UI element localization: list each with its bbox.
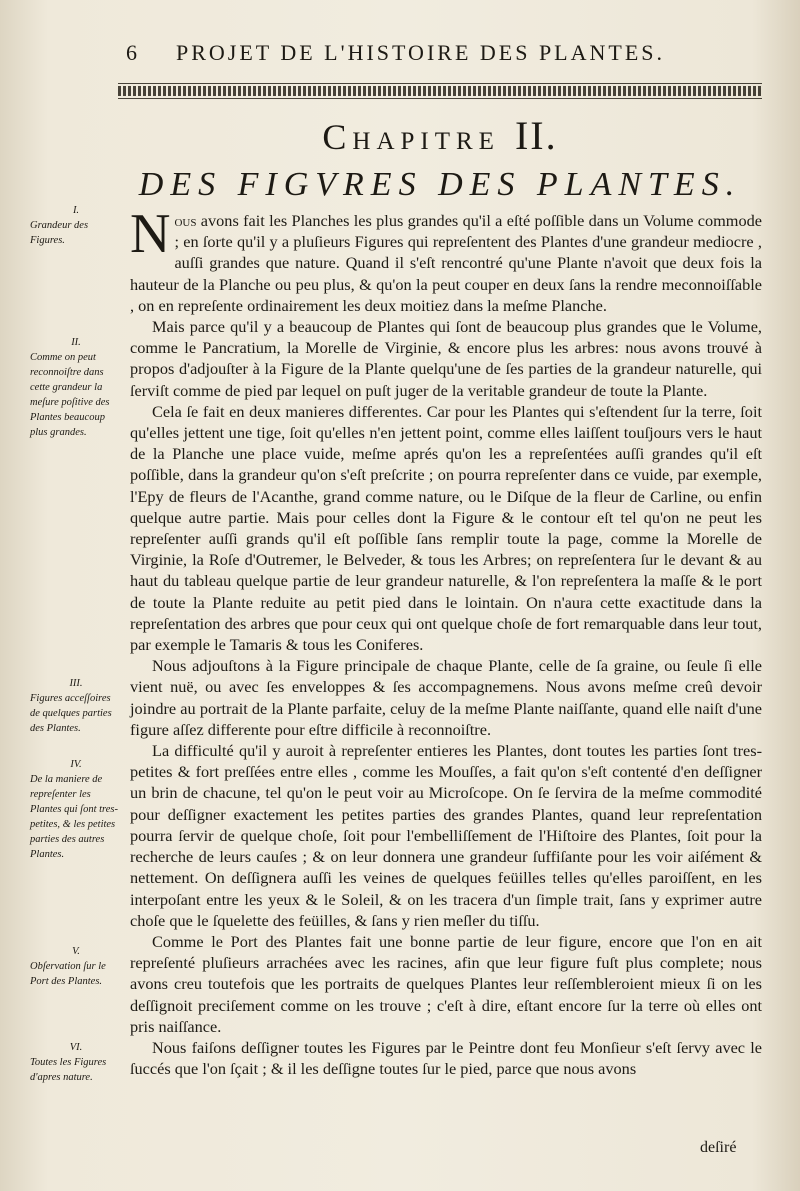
margin-note [30,203,122,248]
body-text [130,203,762,1079]
margin-note-number: IV. [70,759,82,770]
page-header [118,40,758,70]
paragraph: Comme le Port des Plantes fait une bonne partie de leur figure, encore que l'on en ait repreſenté pluſieurs arrachées avec les racines, afin que leur figure fuſt plus complete; nous avons creu toutefois que les portraits de quelques Plantes leur reſſembleroient mieux ſi on les deſſignoit preciſement comme on les trouve ; c'eſt à dire, eſtant encore ſur la terre où elles ont pris naiſſance. [130,931,762,1036]
margin-note-number: VI. [69,1042,83,1053]
chapter-heading [118,112,762,159]
paragraph [130,203,762,316]
paragraph: La difficulté qu'il y auroit à repreſenter entieres les Plantes, dont toutes les parties ſont tres-petites & fort preſſées entre elles , comme les Mouſſes, a fait qu'on s'eſt contenté d'en deſſigner un brin de chacune, tel qu'on le peut voir au Microſcope. On ſe ſervira de la meſme commodité pour deſſigner exactement les petites parties des grandes Plantes, quand leur repreſentation pourra ſervir de quelque choſe, ſoit pour l'embelliſſement de l'Hiſtoire des Plantes, ſoit pour la recherche de leurs cauſes ; & on leur donnera une grandeur ſuffiſante pour les voir aiſément & nettement. On deſſignera auſſi les veines de quelques feüilles telles qu'elles paroiſſent, en les interpoſant entre les yeux & le Soleil, & on les tracera d'un ſimple trait, ſans y exprimer autre choſe que le ſquelette des feüilles, & ſans y rien meſler du tiſſu. [130,741,762,930]
margin-note-text: De la maniere de repreſenter les Plantes qui ſont tres-petites, & les petites parties des autres Plantes. [30,774,118,860]
paragraph: Nous faiſons deſſigner toutes les Figures par le Peintre dont feu Monſieur s'eſt ſervy avec le ſuccés que l'on ſçait ; & il les deſſigne toutes ſur le pied, parce que nous avons [130,1037,762,1079]
margin-note [30,944,122,989]
first-word: ous [174,211,197,230]
chapter-number: II. [514,113,558,158]
margin-note-text: Obſervation ſur le Port des Plantes. [30,961,106,987]
paragraph-text: avons fait les Planches les plus grandes qu'il a eſté poſſible dans un Volume commode ; en ſorte qu'il y a pluſieurs Figures qui repreſentent des Plantes d'une grandeur mediocre , auſſi grandes que nature. Quand il s'eſt rencontré qu'une Plante n'avoit que deux fois la hauteur de la Planche ou peu plus, & qu'on la peut couper en deux ſans la rendre meconnoiſſable , on en repreſente ordinairement les deux moitiez dans la meſme Planche. [130,211,762,315]
margin-note-number: II. [71,337,81,348]
margin-note-text: Figures acceſſoires de quelques parties des Plantes. [30,693,112,734]
margin-note [30,335,122,440]
margin-note-number: III. [69,678,83,689]
margin-note-text: Toutes les Figures d'apres nature. [30,1057,107,1083]
chapter-title: DES FIGVRES DES PLANTES. [138,166,742,203]
margin-note-number: I. [72,205,80,216]
page-number: 6 [126,40,137,65]
margin-note-text: Comme on peut reconnoiſtre dans cette grandeur la meſure poſitive des Plantes beaucoup plus grandes. [30,352,110,438]
catchword: deſiré [700,1139,737,1156]
paragraph: Cela ſe fait en deux manieres differentes. Car pour les Plantes qui s'eſtendent ſur la terre, ſoit qu'elles jettent une tige, ſoit qu'elles n'en jettent point, comme elles laiſſent touſjours vers le haut de la Planche une place vuide, meſme aprés qu'on les a repreſentées auſſi grandes qu'il eſt poſſible, dans la grandeur qu'on s'eſt preſcrite ; on pourra repreſenter dans ce vuide, par exemple, l'Epy de fleurs de l'Acanthe, grand comme nature, ou le Diſque de la fleur de Carline, ou enfin quelque autre partie. Mais pour celles dont la Figure & le contour eſt tel qu'on ne peut les repreſenter auſſi grands qu'il eſt poſſible ſans remplir toute la page, comme la Morelle de Virginie, la Roſe d'Outremer, le Belveder, & tous les Arbres; on repreſentera ſur le devant & au haut du tableau quelque partie de leur grandeur naturelle, & l'on repreſentera la maſſe & le port de toute la Plante reduite au petit pied dans le lointain. On n'aura cette exactitude dans la repreſentation des arbres que pour ceux qui ont quelque choſe de fort remarquable dans leur tout, par exemple le Tamaris & tous les Coniferes. [130,401,762,655]
drop-cap: N [130,203,171,265]
paragraph: Nous adjouſtons à la Figure principale de chaque Plante, celle de ſa graine, ou ſeule ſi elle vient nuë, ou avec ſes enveloppes & ſes accompagnemens. Nous avons meſme creû devoir joindre au portrait de la Plante parfaite, celuy de la meſme Plante naiſſante, quand elle naiſt d'une figure aſſez differente pour eſtre difficile à reconnoiſtre. [130,656,762,739]
paragraph: Mais parce qu'il y a beaucoup de Plantes qui ſont de beaucoup plus grandes que le Volume, comme le Pancratium, la Morelle de Virginie, & encore plus les arbres: nous avons trouvé à propos d'adjouſter à la Figure de la Plante quelqu'une de ſes parties de la grandeur naturelle, qui ſerviſt comme de pied par lequel on puſt juger de la veritable grandeur de toute la Plante. [130,317,762,400]
margin-note [30,1040,122,1085]
margin-note [30,757,122,862]
margin-note [30,676,122,736]
chapter-label: Chapitre [322,117,500,157]
margin-note-text: Grandeur des Figures. [30,220,89,246]
running-title: PROJET DE L'HISTOIRE DES PLANTES. [176,40,666,65]
margin-note-number: V. [72,946,80,957]
ornamental-rule [118,86,762,96]
